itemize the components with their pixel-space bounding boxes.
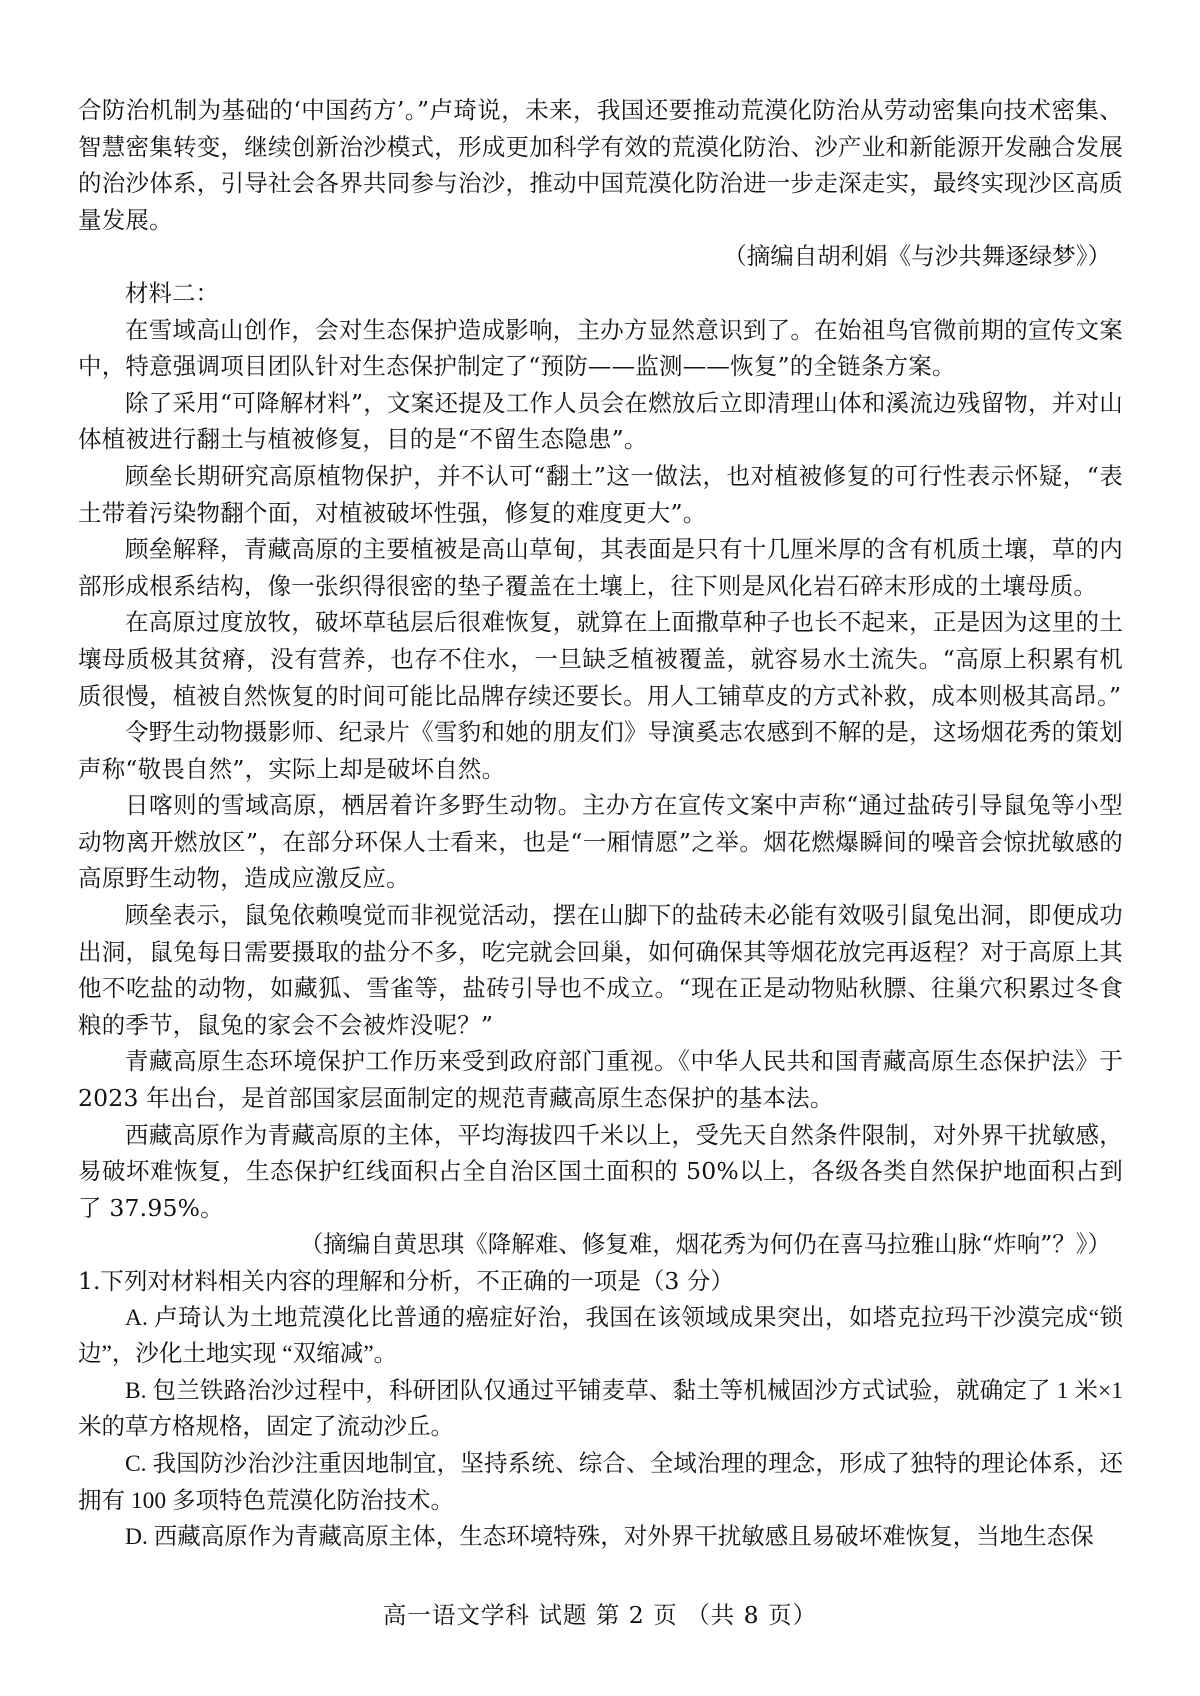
continuation-paragraph: 合防治机制为基础的‘中国药方’。”卢琦说，未来，我国还要推动荒漠化防治从劳动密集向技术密集、智慧密集转变，继续创新治沙模式，形成更加科学有效的荒漠化防治、沙产业和新能源开发融合发展的治沙体系，引导社会各界共同参与治沙，推动中国荒漠化防治进一步走深走实，最终实现沙区高质量发展。 <box>78 96 1123 234</box>
source-citation-1: （摘编自胡利娟《与沙共舞逐绿梦》） <box>723 242 1111 271</box>
material-2-paragraph: 顾垒表示，鼠兔依赖嗅觉而非视觉活动，摆在山脚下的盐砖未必能有效吸引鼠兔出洞，即便成功出洞，鼠兔每日需要摄取的盐分不多，吃完就会回巢，如何确保其等烟花放完再返程？对于高原上其他不吃盐的动物，如藏狐、雪雀等，盐砖引导也不成立。“现在正是动物贴秋膘、往巢穴积累过冬食粮的季节，鼠兔的家会不会被炸没呢？” <box>78 901 1123 1039</box>
material-2-paragraph: 青藏高原生态环境保护工作历来受到政府部门重视。《中华人民共和国青藏高原生态保护法》于 2023 年出台，是首部国家层面制定的规范青藏高原生态保护的基本法。 <box>78 1047 1123 1113</box>
source-citation-2: （摘编自黄思琪《降解难、修复难，烟花秀为何仍在喜马拉雅山脉“炸响”？》） <box>299 1230 1111 1259</box>
material-2-paragraph: 日喀则的雪域高原，栖居着许多野生动物。主办方在宣传文案中声称“通过盐砖引导鼠兔等小型动物离开燃放区”，在部分环保人士看来，也是“一厢情愿”之举。烟花燃爆瞬间的噪音会惊扰敏感的高原野生动物，造成应激反应。 <box>78 791 1123 893</box>
material-2-paragraph: 顾垒长期研究高原植物保护，并不认可“翻土”这一做法，也对植被修复的可行性表示怀疑，“表土带着污染物翻个面，对植被破坏性强，修复的难度更大”。 <box>78 461 1123 527</box>
question-1-stem: 1.下列对材料相关内容的理解和分析，不正确的一项是（3 分） <box>78 1267 734 1295</box>
material-2-paragraph: 在高原过度放牧，破坏草毡层后很难恢复，就算在上面撒草种子也长不起来，正是因为这里的土壤母质极其贫瘠，没有营养，也存不住水，一旦缺乏植被覆盖，就容易水土流失。“高原上积累有机质很慢，植被自然恢复的时间可能比品牌存续还要长。用人工铺草皮的方式补救，成本则极其高昂。” <box>78 608 1123 710</box>
page-footer: 高一语文学科 试题 第 2 页 （共 8 页） <box>382 1601 818 1629</box>
material-2-paragraph: 令野生动物摄影师、纪录片《雪豹和她的朋友们》导演奚志农感到不解的是，这场烟花秀的策划声称“敬畏自然”，实际上却是破坏自然。 <box>78 718 1123 783</box>
question-1-option-d: D. 西藏高原作为青藏高原主体，生态环境特殊，对外界干扰敏感且易破坏难恢复，当地生态保 <box>125 1524 1094 1551</box>
material-2-label: 材料二： <box>125 278 219 307</box>
question-1-option-a: A. 卢琦认为土地荒漠化比普通的癌症好治，我国在该领域成果突出，如塔克拉玛干沙漠完成“锁边”，沙化土地实现 “双缩减”。 <box>78 1304 1123 1368</box>
material-2-paragraph: 西藏高原作为青藏高原的主体，平均海拔四千米以上，受先天自然条件限制，对外界干扰敏感，易破坏难恢复，生态保护红线面积占全自治区国土面积的 50%以上，各级各类自然保护地面积占到了 37.95%。 <box>78 1120 1123 1222</box>
material-2-paragraph: 顾垒解释，青藏高原的主要植被是高山草甸，其表面是只有十几厘米厚的含有机质土壤，草的内部形成根系结构，像一张织得很密的垫子覆盖在土壤上，往下则是风化岩石碎末形成的土壤母质。 <box>78 535 1123 600</box>
question-1-option-b: B. 包兰铁路治沙过程中，科研团队仅通过平铺麦草、黏土等机械固沙方式试验，就确定了 1 米×1 米的草方格规格，固定了流动沙丘。 <box>78 1377 1123 1441</box>
exam-page <box>78 92 1123 1556</box>
material-2-paragraph: 除了采用“可降解材料”，文案还提及工作人员会在燃放后立即清理山体和溪流边残留物，并对山体植被进行翻土与植被修复，目的是“不留生态隐患”。 <box>78 388 1123 454</box>
material-2-paragraph: 在雪域高山创作，会对生态保护造成影响，主办方显然意识到了。在始祖鸟官微前期的宣传文案中，特意强调项目团队针对生态保护制定了“预防——监测——恢复”的全链条方案。 <box>78 315 1123 381</box>
question-1-option-c: C. 我国防沙治沙注重因地制宜，坚持系统、综合、全域治理的理念，形成了独特的理论体系，还拥有 100 多项特色荒漠化防治技术。 <box>78 1450 1123 1514</box>
